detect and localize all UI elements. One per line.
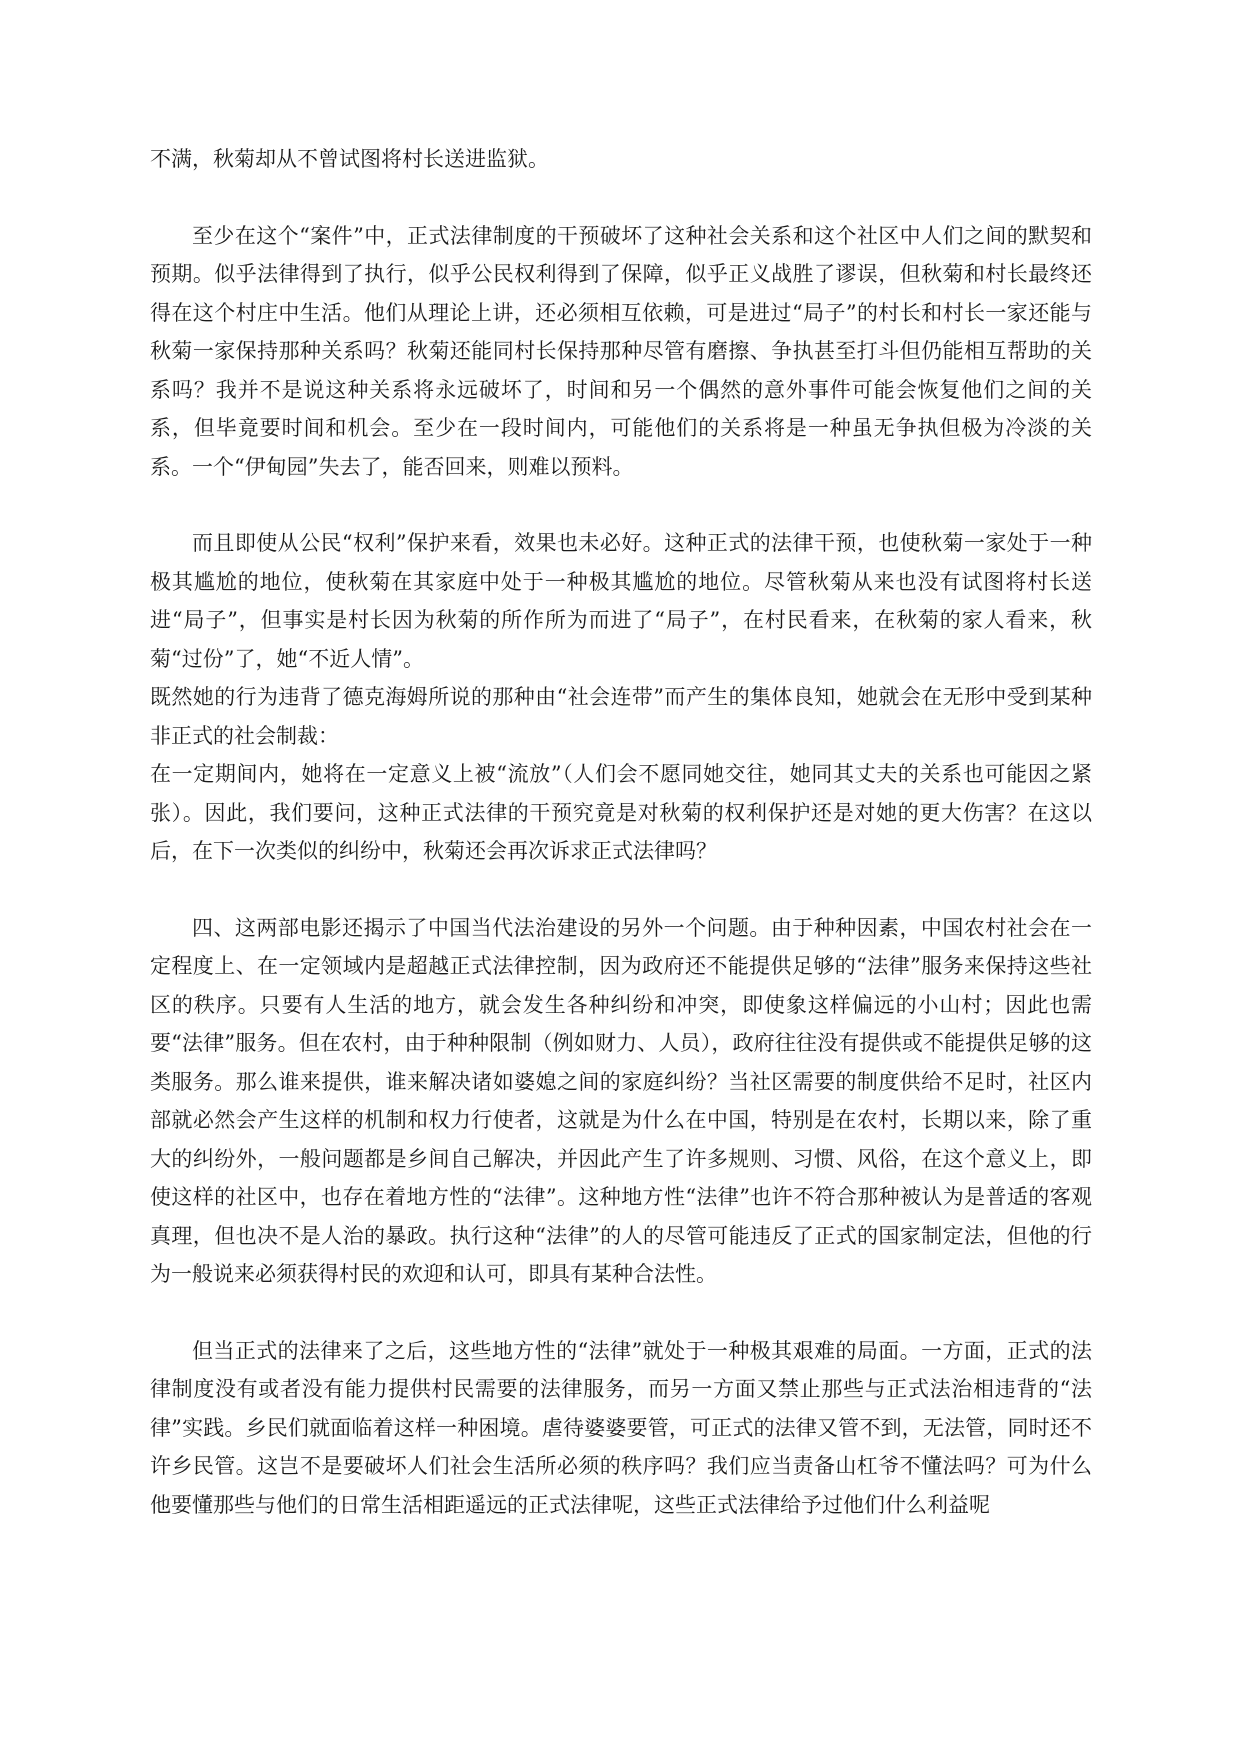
paragraph-gap xyxy=(150,486,1092,524)
paragraph-4: 既然她的行为违背了德克海姆所说的那种由“社会连带”而产生的集体良知，她就会在无形中受到某种非正式的社会制裁： xyxy=(150,685,1092,748)
paragraph-6: 四、这两部电影还揭示了中国当代法治建设的另外一个问题。由于种种因素，中国农村社会在一定程度上、在一定领域内是超越正式法律控制，因为政府还不能提供足够的“法律”服务来保持这些社区的秩序。只要有人生活的地方，就会发生各种纠纷和冲突，即使象这样偏远的小山村；因此也需要“法律”服务。但在农村，由于种种限制（例如财力、人员），政府往往没有提供或不能提供足够的这类服务。那么谁来提供，谁来解决诸如婆媳之间的家庭纠纷？当社区需要的制度供给不足时，社区内部就必然会产生这样的机制和权力行使者，这就是为什么在中国，特别是在农村，长期以来，除了重大的纠纷外，一般问题都是乡间自己解决，并因此产生了许多规则、习惯、风俗，在这个意义上，即使这样的社区中，也存在着地方性的“法律”。这种地方性“法律”也许不符合那种被认为是普适的客观真理，但也决不是人治的暴政。执行这种“法律”的人的尽管可能违反了正式的国家制定法，但他的行为一般说来必须获得村民的欢迎和认可，即具有某种合法性。 xyxy=(150,915,1092,1286)
paragraph-1: 不满，秋菊却从不曾试图将村长送进监狱。 xyxy=(150,147,549,171)
paragraph-5: 在一定期间内，她将在一定意义上被“流放”（人们会不愿同她交往，她同其丈夫的关系也可能因之紧张）。因此，我们要问，这种正式法律的干预究竟是对秋菊的权利保护还是对她的更大伤害？在这以后，在下一次类似的纠纷中，秋菊还会再次诉求正式法律吗？ xyxy=(150,762,1092,863)
document-body xyxy=(150,140,1092,1524)
paragraph-3: 而且即使从公民“权利”保护来看，效果也未必好。这种正式的法律干预，也使秋菊一家处于一种极其尴尬的地位，使秋菊在其家庭中处于一种极其尴尬的地位。尽管秋菊从来也没有试图将村长送进“局子”，但事实是村长因为秋菊的所作所为而进了“局子”，在村民看来，在秋菊的家人看来，秋菊“过份”了，她“不近人情”。 xyxy=(150,531,1092,671)
paragraph-gap xyxy=(150,1294,1092,1332)
paragraph-gap xyxy=(150,871,1092,909)
paragraph-gap xyxy=(150,179,1092,217)
paragraph-2: 至少在这个“案件”中，正式法律制度的干预破坏了这种社会关系和这个社区中人们之间的默契和预期。似乎法律得到了执行，似乎公民权利得到了保障，似乎正义战胜了谬误，但秋菊和村长最终还得在这个村庄中生活。他们从理论上讲，还必须相互依赖，可是进过“局子”的村长和村长一家还能与秋菊一家保持那种关系吗？秋菊还能同村长保持那种尽管有磨擦、争执甚至打斗但仍能相互帮助的关系吗？我并不是说这种关系将永远破坏了，时间和另一个偶然的意外事件可能会恢复他们之间的关系，但毕竟要时间和机会。至少在一段时间内，可能他们的关系将是一种虽无争执但极为冷淡的关系。一个“伊甸园”失去了，能否回来，则难以预料。 xyxy=(150,223,1092,479)
paragraph-7: 但当正式的法律来了之后，这些地方性的“法律”就处于一种极其艰难的局面。一方面，正式的法律制度没有或者没有能力提供村民需要的法律服务，而另一方面又禁止那些与正式法治相违背的“法律”实践。乡民们就面临着这样一种困境。虐待婆婆要管，可正式的法律又管不到，无法管，同时还不许乡民管。这岂不是要破坏人们社会生活所必须的秩序吗？我们应当责备山杠爷不懂法吗？可为什么他要懂那些与他们的日常生活相距遥远的正式法律呢，这些正式法律给予过他们什么利益呢 xyxy=(150,1338,1092,1517)
